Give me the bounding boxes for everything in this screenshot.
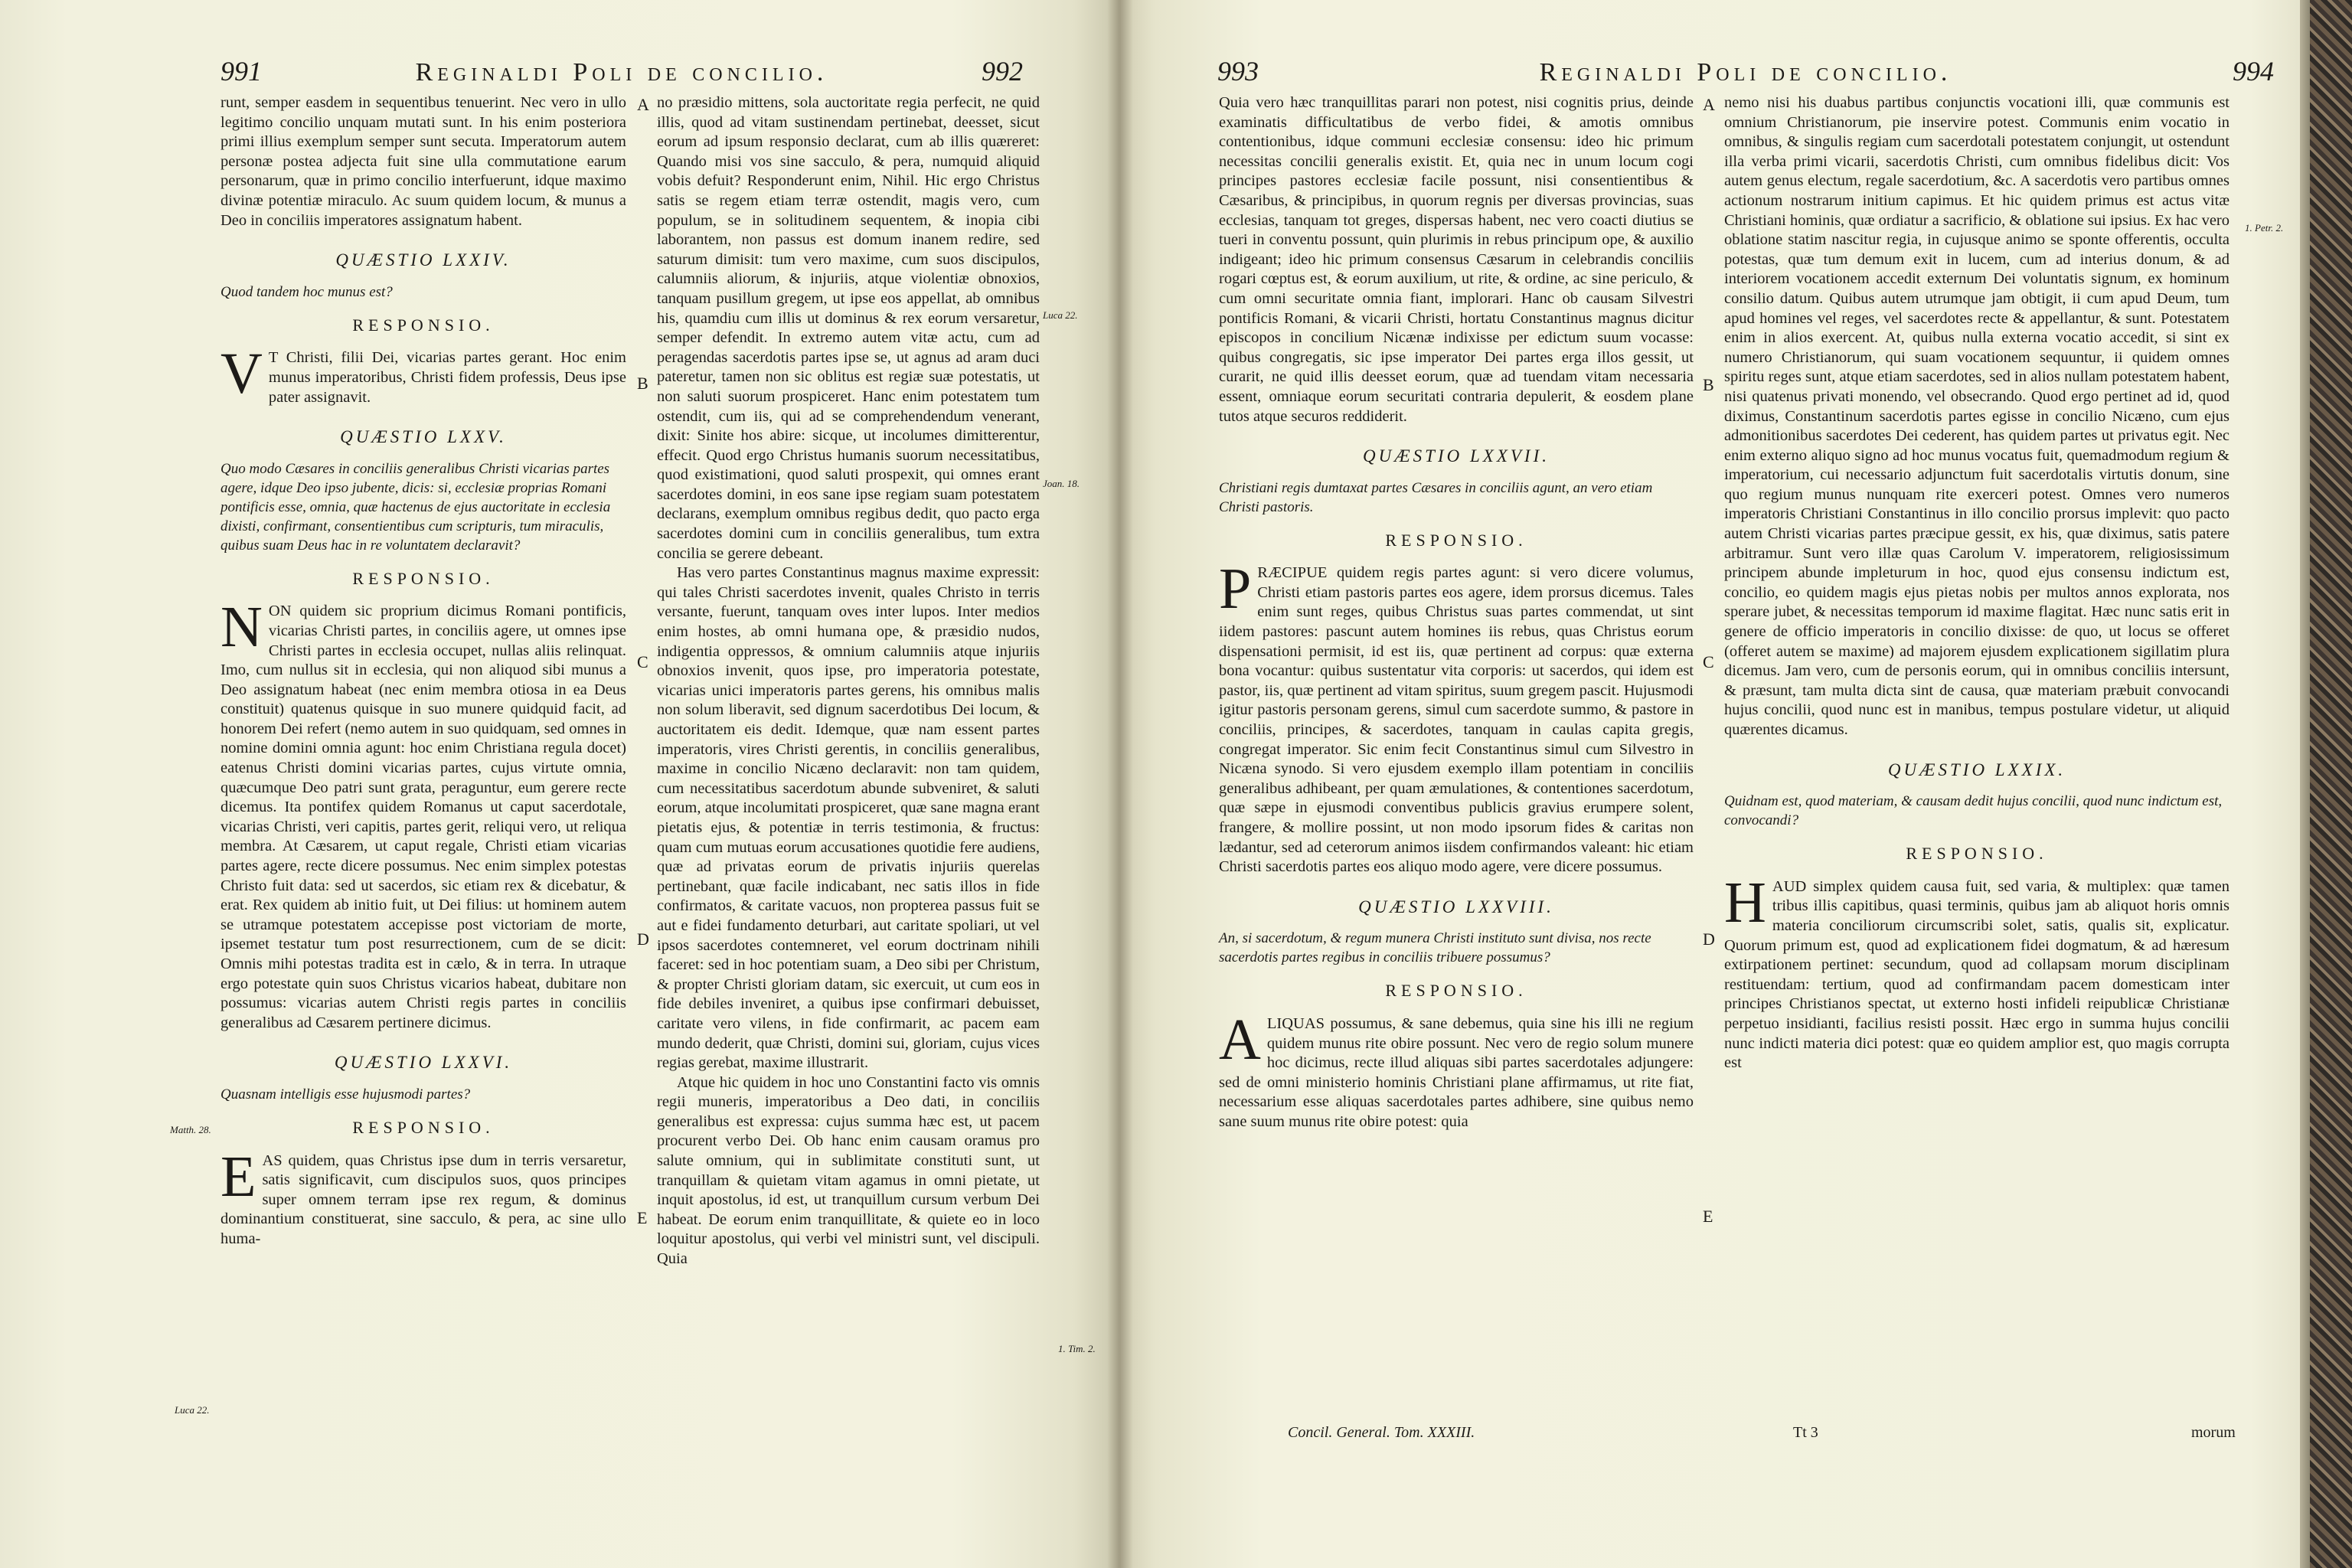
question-text-74: Quod tandem hoc munus est?: [220, 283, 393, 300]
drop-cap: E: [220, 1144, 256, 1209]
drop-cap: N: [220, 595, 263, 660]
question-text-76: Quasnam intelligis esse hujusmodi partes?: [220, 1086, 471, 1102]
question-text-78: An, si sacerdotum, & regum munera Christi instituto sunt divisa, nos recte sacerdotis partes regibus in conciliis tribuere possumus?: [1219, 930, 1651, 966]
section-marker-c: C: [1703, 652, 1714, 671]
paragraph: Has vero partes Constantinus magnus maxime expressit: qui tales Christi sacerdotes invenit, quales Christo in terris versante, fuerunt, tanquam oves inter lupos. Inter medios enim hostes, ab omni humana ope, & præsidio nudos, indigentia oppressos, & omnium calumniis atque injuriis obnoxios invenit, quos ipse, pro imperatoria potestate, vicarias unici imperatoris partes gerens, his omnibus malis non solum liberavit, sed dignum sacerdotibus Dei locum, & auctoritatem eis dedit. Idemque, quæ nam essent partes imperatoris, vires Christi gerentis, in conciliis generalibus, maxime in concilio Nicæno declaravit: non tam quidem, cum necessitatibus sacerdotum abunde subveniret, & saluti eorum, atque incolumitati prospiceret, quæ sane magna erant pietatis ejus, & potentiæ in terris testimonia, & fructus: quam cum mutuas eorum accusationes quotidie fere audiens, quæ ad privatas eorum de privatis injuriis querelas pertinebant, quæ facile indicabant, nec satis illos in fide confirmatos, & caritate vacuos, non propterea passus fuit se aut e fidei fundamento deturbari, aut caritate spoliari, ut vel ipsos sacerdotes contemneret, vel eorum doctrinam nihili faceret: sed in hoc potentiam suam, a Deo sibi per Christum, & propter Christi gloriam datam, sic exercuit, ut cum eos in fide debiles inveniret, a quibus ipse confirmari debuisset, caritate vero vilens, in fide confirmarit, ac pacem eam mundo dederit, quæ Christi, domini sui, gloriam, cujus vices regias gerebat, maxime illustrarit.: [657, 564, 1040, 1072]
response-78: ALIQUAS possumus, & sane debemus, quia sine his illi ne regium quidem munus rite obire possunt. Nec vero de regio solum munere hoc dicimus, recte illud aliquas sibi partes sacerdotales adjungere: sed de omni ministerio hominis Christiani plane affirmamus, ut rite fiat, necessarium esse aliquas sacerdotales partes adhibere, sine quibus nemo sane suum munus rite obire potest: quia: [1219, 1007, 1694, 1130]
section-marker-b: B: [637, 374, 648, 393]
background-fabric: [2310, 0, 2352, 1568]
section-marker-e: E: [637, 1208, 648, 1227]
signature-mark: Tt 3: [1793, 1424, 1818, 1441]
running-title: Reginaldi Poli de concilio.: [415, 58, 828, 87]
paragraph: Quia vero hæc tranquillitas parari non potest, nisi cognitis prius, deinde examinatis difficultatibus de verbo fidei, & amotis omnibus contentionibus, idque communi ecclesiæ consensu: ideo hic primum necessitas concilii generalis existit. Et, quia nec in unum locum cogi principes pastores ecclesiæ facile possunt, nisi consentientibus & Cæsaribus, & principibus, in quorum regnis per diversas provincias, suas ecclesias, tanquam tot greges, dispersas habent, nec vero coacti diutius se tueri in conventu possunt, quin plurimis in rebus principum ope, & auxilio indigeant; ideo hic primum consensus Cæsarum in celebrandis conciliis rogari cœptus est, & eorum auxilium, ut rite, & ordine, ac sine periculo, & cum omni securitate omnia fiant, implorari. Hanc ob causam Silvestri pontificis Romani, & vicarii Christi, hortatu Constantinus magnus dicitur episcopos in concilium Nicænæ indixisse per edictum suum vocasse: quibus congregatis, sic ipse imperator Dei partes erga illos gessit, ut curarit, ne quid illis deesset eorum, quæ ad tuendam vitam necessaria essent, omniaque eorum securitati contraria depulerit, & eosdem plane tutos atque securos reddiderit.: [1219, 94, 1694, 425]
signature-line: Concil. General. Tom. XXXIII.: [1288, 1424, 1475, 1441]
margin-note: Luca 22.: [1043, 309, 1078, 321]
question-text-75: Quo modo Cæsares in conciliis generalibus Christi vicarias partes agere, idque Deo ipso jubente, dicis: si, ecclesiæ proprias Romani pontificis esse, omnia, quæ hactenus de ejus auctoritate in ecclesia dixisti, confirmant, consentientibus cum scripturis, tum miraculis, quibus suam Deus hac in re voluntatem declaravit?: [220, 460, 611, 554]
section-marker-e: E: [1703, 1207, 1713, 1226]
question-heading-76: QUÆSTIO LXXVI.: [334, 1053, 513, 1073]
response-heading: RESPONSIO.: [352, 315, 495, 335]
left-running-header: [220, 55, 1023, 95]
question-heading-79: QUÆSTIO LXXIX.: [1887, 760, 2066, 779]
section-marker-d: D: [1703, 929, 1715, 949]
response-heading: RESPONSIO.: [352, 568, 495, 588]
section-marker-c: C: [637, 652, 648, 671]
question-heading-77: QUÆSTIO LXXVII.: [1363, 446, 1550, 466]
question-heading-78: QUÆSTIO LXXVIII.: [1358, 897, 1554, 916]
right-running-header: [1217, 55, 2274, 95]
response-heading: RESPONSIO.: [1906, 844, 2048, 864]
left-page: [0, 0, 1119, 1568]
paragraph: no præsidio mittens, sola auctoritate regia perfecit, ne quid illis, quod ad vitam sustinendam pertinebat, deesset, sicut eorum ad ipsum responsio declarat, cum ab illis quæreret: Quando misi vos sine sacculo, & pera, numquid aliquid vobis defuit? Responderunt enim, Nihil. Hic ergo Christus satis se regem etiam terræ ostendit, magis vero, cum populum, se in solitudinem sequentem, & inopia cibi laborantem, non passus est domum inanem redire, sed saturum dimisit: tum vero maxime, cum suos discipulos, calumniis aliorum, & injuriis, atque violentiæ obnoxios, tanquam pusillum gregem, ut ipse eos appellat, ab omnibus his, quamdiu cum illis ut dominus & rex eorum versaretur, semper defendit. In extremo autem vitæ actu, cum ad peragendas sacerdotis partes ipse se, ut agnus ad aram duci pateretur, tamen non sic oblitus est regiæ suæ potestatis, ut non saluti suorum prospiceret. Hanc enim potestatem tum ostendit, cum iis, qui ad se comprehendendum venerant, dixit: Sinite hos abire: sicque, ut incolumes dimitterentur, effecit. Quod ergo Christus humanis suorum necessitatibus, quod existimationi, quod saluti prospexit, qui omnes erant sacerdotes domini, in eos sane ipse regiam suam potestatem declarans, exemplum omnibus regibus dedit, quo pacto erga sacerdotes domini cum in conciliis generalibus, tum extra concilia se gerere debeant.: [657, 94, 1040, 562]
right-column-2: [1724, 93, 2230, 1073]
question-text-77: Christiani regis dumtaxat partes Cæsares in conciliis agunt, an vero etiam Christi pastoris.: [1219, 479, 1653, 515]
left-column-1: [220, 93, 626, 1250]
section-marker-d: D: [637, 929, 649, 949]
section-marker-b: B: [1703, 375, 1714, 394]
right-page: [1119, 0, 2310, 1568]
drop-cap: P: [1219, 557, 1252, 622]
drop-cap: V: [220, 341, 263, 407]
response-75: NON quidem sic proprium dicimus Romani pontificis, vicarias Christi partes, in conciliis agere, ut omnes ipse Christi partes in ecclesia occupet, nullas aliis relinquat. Imo, cum nullus sit in ecclesia, qui non aliquod sibi munus a Deo assignatum habeat (nec enim membra otiosa in ea Deus constituit) quatenus quisque in suo munere quidquid facit, ad honorem Dei refert (nemo autem in suo quidquam, sed omnes in nomine domini omnia agunt: hoc enim Christiana regula docet) eatenus Christi domini vicarias partes, cujus virtute omnia, quæcumque Deo patri sunt grata, peraguntur, eum gerere recte dicemus. Ita pontifex quidem Romanus ut caput sacerdotale, vicarias Christi, veri capitis, partes gerit, reliqui vero, ut reliqua membra. At Cæsarem, ut caput regale, Christi etiam vicarias partes agere, recte dicere possumus. Nec enim simplex potestas Christo fuit data: sed ut sacerdos, sic etiam rex & dicebatur, & erat. Rex quidem ab initio fuit, ut Dei filius: ut hominem autem se utramque potestatem accepisse post victoriam de morte, ipsemet testatur tum post resurrectionem, cum de se dicit: Omnis mihi potestas tradita est in cælo, & in terra. In utraque ergo potestate quin suos Christus vicarios habeat, dubitare non possumus: vicarias autem Christi regis partes in conciliis generalibus ad Cæsarem pertinere dicimus.: [220, 595, 626, 1031]
paragraph: runt, semper easdem in sequentibus tenuerint. Nec vero in ullo legitimo concilio unquam mutati sunt. In his enim posteriora primi illius exemplum semper sunt secuta. Imperatorum autem personæ postea adjecta fuit sine ulla commutatione earum personarum, quæ in primo concilio interfuerunt, idque maximo divinæ potentiæ miraculo. Ac suum quidem locum, & munus a Deo in conciliis imperatores assignatum habent.: [220, 94, 626, 229]
section-marker-a: A: [637, 95, 649, 114]
response-heading: RESPONSIO.: [352, 1117, 495, 1137]
page-number-991: 991: [220, 56, 262, 87]
paragraph: Atque hic quidem in hoc uno Constantini facto vis omnis regii muneris, imperatoribus a Deo dati, in conciliis generalibus est expressa: cujus summa hæc est, ut pacem procurent verbo Dei. Ob hanc enim causam oramus pro salute omnium, qui in sublimitate constituti sunt, ut tranquillam & quietam vitam agamus in omni pietate, ut inquit apostolus, id est, ut tranquillum cursum verbum Dei habeat. De eorum enim tranquillitate, & quiete eo in loco loquitur apostolus, qui verbi vel ministri sunt, vel discipuli. Quia: [657, 1073, 1040, 1268]
page-edge: [2300, 0, 2311, 1568]
response-heading: RESPONSIO.: [1385, 530, 1527, 550]
margin-note: 1. Petr. 2.: [2245, 222, 2284, 234]
response-76: EAS quidem, quas Christus ipse dum in terris versaretur, satis significavit, cum discipulos suos, quos principes super omnem terram ipse rex regum, & dominus dominantium constituerat, sine sacculo, & pera, ac sine ullo huma-: [220, 1144, 626, 1247]
question-text-79: Quidnam est, quod materiam, & causam dedit hujus concilii, quod nunc indictum est, convocandi?: [1724, 793, 2223, 829]
left-column-2: [657, 93, 1040, 1269]
response-79: HAUD simplex quidem causa fuit, sed varia, & multiplex: quæ tamen tribus illis capitibus, quasi terminis, quibus jam ab aliquot horis omnis materia conciliorum circumscribi solet, satis, qualis sit, explicatur. Quorum primum est, quod ad explicationem fidei dogmatum, & ad hæresum extirpationem pertinet: secundum, quod ad collapsam morum disciplinam restituendam: tertium, quod ad confirmandam pacem domesticam inter principes Christianos spectat, ut externo hosti infideli reipublicæ Christianæ perpetuo insidianti, facilius resisti possit. Hæc ergo in summa hujus concilii nunc indicti materia dici potest: quæ eo quidem amplior est, quo magis corrupta est: [1724, 870, 2230, 1072]
section-marker-a: A: [1703, 95, 1715, 114]
margin-note: Matth. 28.: [170, 1124, 211, 1135]
drop-cap: H: [1724, 870, 1766, 935]
page-number-994: 994: [2232, 56, 2274, 87]
margin-note: Joan. 18.: [1043, 478, 1080, 489]
margin-note: 1. Tim. 2.: [1058, 1343, 1096, 1354]
question-heading-75: QUÆSTIO LXXV.: [340, 427, 507, 447]
response-heading: RESPONSIO.: [1385, 981, 1527, 1001]
response-74: V T Christi, filii Dei, vicarias partes gerant. Hoc enim munus imperatoribus, Christi fidem professis, Deus ipse pater assignavit.: [220, 341, 626, 407]
page-number-993: 993: [1217, 56, 1259, 87]
question-heading-74: QUÆSTIO LXXIV.: [335, 250, 511, 270]
catchword: morum: [2191, 1424, 2236, 1441]
response-77: PRÆCIPUE quidem regis partes agunt: si vero dicere volumus, Christi etiam pastoris partes eos agere, idem prorsus dicemus. Tales enim sunt reges, quibus Christus suas partes commendat, ut sint iidem pastores: pascunt autem homines iis rebus, quas Christus eorum dispensationi permisit, id est iis, quæ pertinent ad corpus: quæ externa bona vocantur: quibus sustentatur vita corporis: ut sacerdos, qui idem est pastor, iis, quæ pertinent ad vitam spiritus, suum gregem pascit. Hujusmodi igitur pastoris personam gerens, simul cum sacerdote summo, & pastore in conciliis, principes, & sacerdotes, tanquam in caulas capita gregis, congregat imperator. Sic enim fecit Constantinus simul cum Silvestro in Nicæna synodo. Si vero ejusdem exemplo illam potentiam in conciliis generalibus adhibeant, per quam æmulationes, & contentiones sacerdotum, quæ sæpe in ejusmodi conventibus publicis gravius erumpere solent, frangere, & mollire possint, ut non modo ipsorum fides & caritas non lædantur, sed ad ceterorum animos iisdem confirmandos valeant: hic etiam Christi sacerdotis partes eos aliquo modo agere, vere dicere possumus.: [1219, 557, 1694, 876]
margin-note: Luca 22.: [175, 1404, 210, 1416]
paragraph: nemo nisi his duabus partibus conjunctis vocationi illi, quæ communis est omnium Christianorum, pie inservire potest. Communis enim vocatio in omnibus, & singulis regiam cum sacerdotali potestatem conjungit, ut ostendunt illa verba primi vicarii, sacerdotis Christi, cum omnibus fidelibus dicit: Vos autem genus electum, regale sacerdotium, &c. A sacerdotis vero partibus omnes actionum nostrarum initium capimus. Et hic quidem primus est actus vitæ Christiani hominis, quæ ordiatur a sacrificio, & oblatione sui ipsius. Ex hac vero oblatione statim nascitur regia, in cujusque animo se sponte offerentis, occulta potestas, quæ tum demum exit in lucem, cum ad interius donum, & ad interiorem vocationem accedit externum Dei voluntatis signum, ex hominum consilio datum. Quibus autem utrumque jam obtigit, ii cum apud Deum, tum apud homines vel reges, vel sacerdotes recte & appellantur, & sunt. Potestatem enim in alios exercent. At, quibus nulla externa vocatio accedit, si sint ex numero Christianorum, qui suam vocationem sequuntur, ii quidem omnes spiritu reges sunt, atque etiam sacerdotes, sed in alios nullam potestatem habent, nisi quatenus privati monendo, vel obsecrando. Quod ergo pertinet ad id, quod diximus, Constantinum sacerdotis partes egisse in concilio Nicæno, cum ejus admonitionibus sacerdotes Dei cederent, has quidem partes ut privatus egit. Nec enim externo aliquo signo ad hoc munus vocatus fuit, quemadmodum regium & imperatorium, cui necessario adjunctum fuit sacerdotalis virtutis donum, sine quo regium munus nunquam rite exerceri potest. Omnes vero numeros imperatoris Christiani Constantinus in illo concilio prorsus implevit: quo pacto autem Christi vicarias partes præcipue gessit, ex his, quæ diximus, satis patere arbitramur. Sunt vero illæ quas Carolum V. imperatorem, religiosissimum principem abunde impleturum in hoc, quod ejus consensu indictum est, concilio, eo quidem magis ejus pietas nobis per multos annos explorata, nos sperare jubet, & necessitas temporum id maxime flagitat. Hæc nunc satis erit in genere de officio imperatoris in concilio dixisse: de quo, ut locus se offeret (offeret autem se maxime) ad majorem ejusdem explicationem sigillatim plura dicemus. Jam vero, cum de personis eorum, qui in omnibus conciliis intersunt, & præsunt, tam multa dicta sint de causa, quæ materiam præbuit convocandi hujus concilii, quod nunc est in manibus, tempus postulare videtur, ut aliquid quærentes dicamus.: [1724, 94, 2230, 738]
running-title: Reginaldi Poli de concilio.: [1539, 58, 1952, 87]
drop-cap: A: [1219, 1007, 1261, 1072]
page-number-992: 992: [981, 56, 1023, 87]
right-column-1: [1219, 93, 1694, 1132]
